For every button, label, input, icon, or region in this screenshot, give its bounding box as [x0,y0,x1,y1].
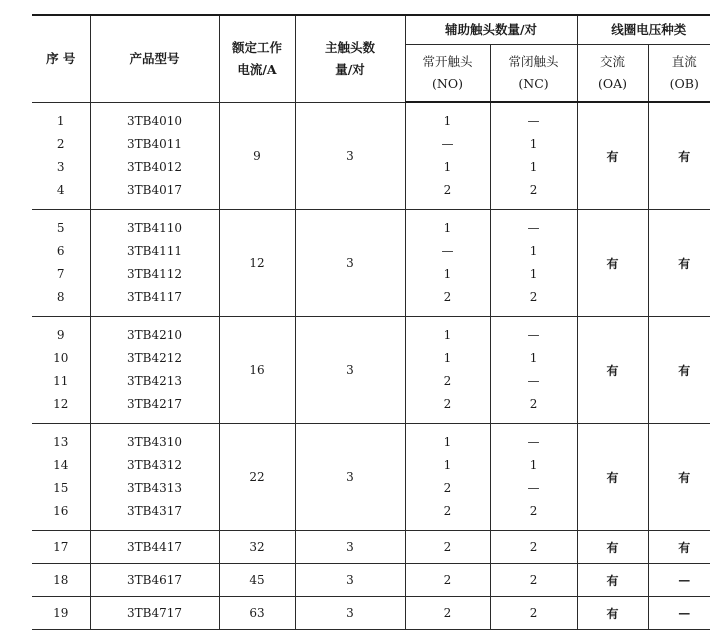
current-cell: 32 [219,531,295,564]
nc-value: — [527,481,540,495]
dc-cell: 有 [648,210,710,317]
header-nc-label: 常闭触头 [508,54,559,69]
header-no-code: (NO) [432,76,463,91]
no-cell [405,424,490,531]
no-value: 2 [443,397,452,411]
main-contacts-cell: 3 [295,102,405,210]
no-value: 2 [443,183,452,197]
header-rated-current [219,15,295,102]
model-value: 3TB4117 [127,290,182,304]
no-cell [405,317,490,424]
dc-cell: 有 [648,102,710,210]
model-value: 3TB4011 [127,136,182,151]
model-cell: 3TB4617 [90,564,219,597]
header-dc-code: (OB) [669,76,699,91]
main-contacts-cell: 3 [295,424,405,531]
header-rated-current-line1: 额定工作 [231,39,282,55]
model-cell [90,210,219,317]
header-seq: 序 号 [32,15,90,102]
no-cell: 2 [405,531,490,564]
nc-cell: 2 [490,531,577,564]
nc-cell [490,210,577,317]
ac-cell: 有 [577,102,648,210]
no-value: 1 [443,160,452,174]
no-value: 1 [443,221,452,235]
dc-cell: — [648,564,710,597]
no-value: 2 [443,290,452,304]
seq-cell [32,424,90,531]
no-cell [405,210,490,317]
model-cell: 3TB4717 [90,597,219,630]
header-ac-label: 交流 [600,54,626,69]
current-cell: 9 [219,102,295,210]
no-value: 1 [443,328,452,342]
model-value: 3TB4310 [127,435,182,449]
nc-value: 1 [529,244,538,258]
main-contacts-cell: 3 [295,317,405,424]
model-value: 3TB4210 [127,328,182,342]
seq-value: 14 [53,458,69,472]
header-dc [648,45,710,103]
nc-value: — [527,374,540,388]
table-group-row [32,210,710,317]
seq-cell [32,102,90,210]
seq-cell [32,317,90,424]
model-cell [90,102,219,210]
header-main-contacts-line1: 主触头数 [324,39,375,55]
nc-cell [490,317,577,424]
no-value: 2 [443,374,452,388]
model-cell [90,317,219,424]
seq-value: 9 [56,328,65,342]
seq-value: 1 [56,113,65,128]
current-cell: 63 [219,597,295,630]
main-contacts-cell: 3 [295,597,405,630]
no-value: 2 [443,504,452,518]
seq-value: 16 [53,504,69,518]
nc-value: — [527,328,540,342]
model-value: 3TB4213 [127,374,182,388]
ac-cell: 有 [577,531,648,564]
header-nc-contact [490,45,577,103]
header-no-label: 常开触头 [422,54,473,69]
header-aux-contacts: 辅助触头数量/对 [405,15,577,45]
table-group-row [32,424,710,531]
header-coil-voltage: 线圈电压种类 [577,15,710,45]
dc-cell: — [648,597,710,630]
no-value: 1 [443,114,452,128]
seq-value: 11 [53,374,69,388]
main-contacts-cell: 3 [295,564,405,597]
no-cell: 2 [405,597,490,630]
seq-value: 8 [56,290,65,304]
nc-value: 1 [529,458,538,472]
header-rated-current-line2: 电流/A [237,61,277,77]
model-value: 3TB4112 [127,267,182,281]
model-value: 3TB4012 [127,159,182,174]
model-value: 3TB4111 [127,244,182,258]
seq-cell: 18 [32,564,90,597]
seq-value: 6 [56,244,65,258]
header-ac [577,45,648,103]
nc-cell [490,424,577,531]
no-value: 1 [443,351,452,365]
model-value: 3TB4217 [127,397,182,411]
main-contacts-cell: 3 [295,210,405,317]
seq-value: 15 [53,481,69,495]
contactor-spec-table-page [32,14,699,630]
table-body [32,102,710,630]
model-cell [90,424,219,531]
table-row [32,564,710,597]
model-cell: 3TB4417 [90,531,219,564]
nc-value: 2 [529,290,538,304]
nc-value: — [527,114,540,128]
header-dc-label: 直流 [671,54,697,69]
nc-value: 1 [529,160,538,174]
nc-cell: 2 [490,597,577,630]
model-value: 3TB4010 [127,113,182,128]
no-value: 2 [443,481,452,495]
seq-value: 10 [53,351,69,365]
header-no-contact [405,45,490,103]
nc-value: — [527,435,540,449]
header-main-contacts [295,15,405,102]
model-value: 3TB4312 [127,458,182,472]
header-nc-code: (NC) [518,76,549,91]
no-cell [405,102,490,210]
seq-cell: 17 [32,531,90,564]
seq-cell [32,210,90,317]
table-group-row [32,102,710,210]
nc-value: 1 [529,267,538,281]
no-value: 1 [443,435,452,449]
nc-value: 2 [529,183,538,197]
seq-value: 5 [56,221,65,235]
header-ac-code: (OA) [598,76,628,91]
model-value: 3TB4317 [127,504,182,518]
header-main-contacts-line2: 量/对 [335,61,365,77]
nc-value: 1 [529,137,538,151]
nc-cell: 2 [490,564,577,597]
nc-value: — [527,221,540,235]
seq-value: 2 [56,136,65,151]
contactor-spec-table [32,14,710,630]
ac-cell: 有 [577,317,648,424]
seq-value: 3 [56,159,65,174]
no-value: 1 [443,458,452,472]
model-value: 3TB4110 [127,221,182,235]
header-model: 产品型号 [90,15,219,102]
seq-value: 4 [56,182,65,197]
ac-cell: 有 [577,424,648,531]
no-value: — [441,244,454,258]
nc-value: 1 [529,351,538,365]
current-cell: 22 [219,424,295,531]
dc-cell: 有 [648,424,710,531]
model-value: 3TB4017 [127,182,182,197]
nc-value: 2 [529,397,538,411]
nc-cell [490,102,577,210]
table-row [32,531,710,564]
dc-cell: 有 [648,317,710,424]
seq-cell: 19 [32,597,90,630]
table-row [32,597,710,630]
no-value: — [441,137,454,151]
dc-cell: 有 [648,531,710,564]
no-cell: 2 [405,564,490,597]
table-group-row [32,317,710,424]
current-cell: 12 [219,210,295,317]
seq-value: 13 [53,435,69,449]
nc-value: 2 [529,504,538,518]
ac-cell: 有 [577,564,648,597]
current-cell: 16 [219,317,295,424]
no-value: 1 [443,267,452,281]
seq-value: 7 [56,267,65,281]
model-value: 3TB4212 [127,351,182,365]
main-contacts-cell: 3 [295,531,405,564]
current-cell: 45 [219,564,295,597]
ac-cell: 有 [577,210,648,317]
model-value: 3TB4313 [127,481,182,495]
ac-cell: 有 [577,597,648,630]
seq-value: 12 [53,397,69,411]
